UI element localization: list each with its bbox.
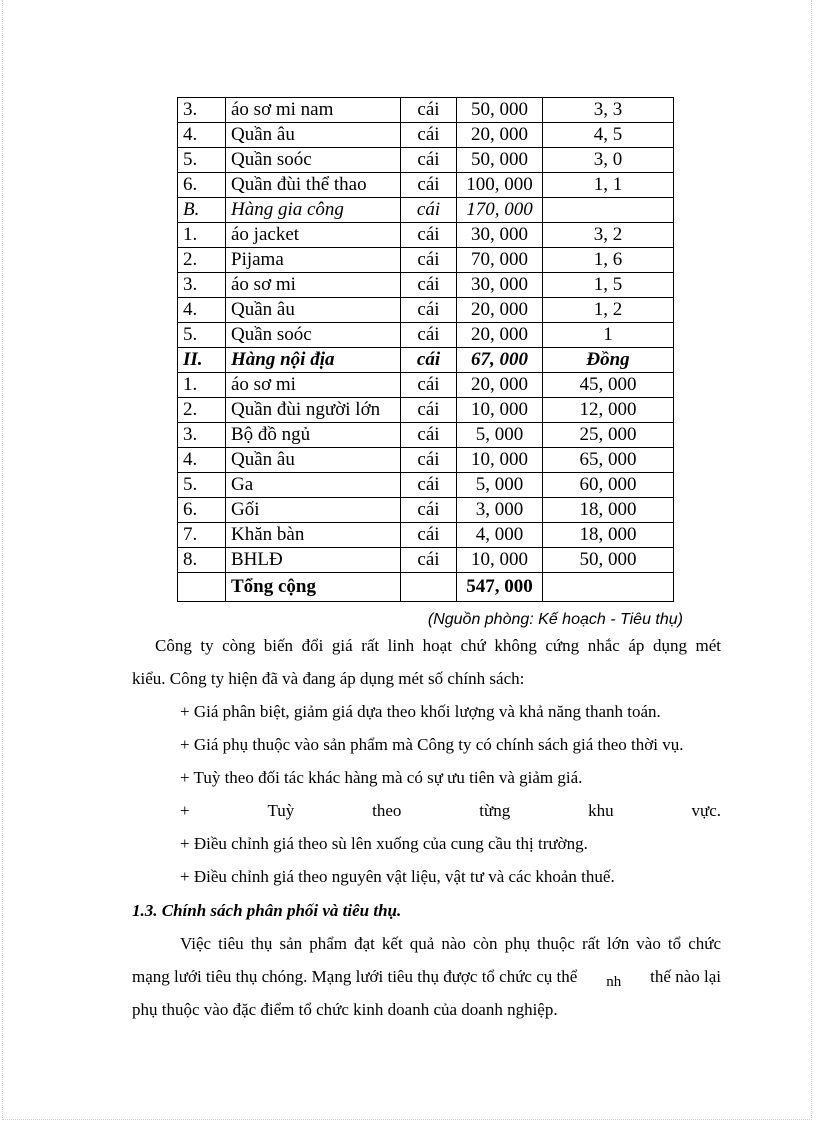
cell-unit: cái (401, 198, 457, 223)
cell-qty: 10, 000 (457, 448, 543, 473)
cell-no: 2. (178, 248, 226, 273)
cell-name: Khăn bàn (226, 523, 401, 548)
paragraph-line: phụ thuộc vào đặc điểm tổ chức kinh doanh của doanh nghiệp. (132, 1000, 558, 1019)
cell-value: 18, 000 (543, 523, 674, 548)
cell-value: 3, 2 (543, 223, 674, 248)
paragraph-line: kiểu. Công ty hiện đã và đang áp dụng mét số chính sách: (132, 669, 525, 688)
cell-value: 1, 1 (543, 173, 674, 198)
table-row (178, 98, 674, 123)
bullet-word: từng (479, 801, 511, 820)
cell-value: 50, 000 (543, 548, 674, 573)
cell-qty: 4, 000 (457, 523, 543, 548)
table-row (178, 273, 674, 298)
cell-value: 1, 2 (543, 298, 674, 323)
cell-qty: 5, 000 (457, 423, 543, 448)
paragraph-line: Việc tiêu thụ sản phẩm đạt kết quả nào còn phụ thuộc rất lớn vào tổ chức (180, 934, 721, 953)
table-row (178, 448, 674, 473)
cell-value (543, 573, 674, 602)
cell-unit: cái (401, 223, 457, 248)
table-row (178, 173, 674, 198)
cell-no: 5. (178, 473, 226, 498)
cell-unit: cái (401, 248, 457, 273)
paragraph-line: Công ty còng biến đổi giá rất linh hoạt chứ không cứng nhắc áp dụng mét (155, 636, 721, 655)
cell-unit: cái (401, 273, 457, 298)
cell-unit (401, 573, 457, 602)
cell-no: 1. (178, 223, 226, 248)
bullet-word: + (180, 801, 190, 820)
table-row (178, 373, 674, 398)
cell-qty: 10, 000 (457, 398, 543, 423)
cell-name: Hàng nội địa (226, 348, 401, 373)
cell-value: 25, 000 (543, 423, 674, 448)
table-row (178, 198, 674, 223)
cell-qty: 30, 000 (457, 273, 543, 298)
bullet-item: + Điều chỉnh giá theo nguyên vật liệu, vật tư và các khoản thuế. (180, 867, 615, 886)
cell-name: Gối (226, 498, 401, 523)
cell-name: Hàng gia công (226, 198, 401, 223)
cell-no: 7. (178, 523, 226, 548)
table-row (178, 473, 674, 498)
cell-value: 1, 6 (543, 248, 674, 273)
cell-unit: cái (401, 323, 457, 348)
cell-no: 2. (178, 398, 226, 423)
cell-name: Tổng cộng (226, 573, 401, 602)
cell-no: 6. (178, 498, 226, 523)
bullet-word: Tuỳ (267, 801, 295, 820)
cell-name: áo jacket (226, 223, 401, 248)
cell-unit: cái (401, 448, 457, 473)
cell-name: BHLĐ (226, 548, 401, 573)
cell-unit: cái (401, 373, 457, 398)
table-source-note: (Nguồn phòng: Kế hoạch - Tiêu thụ) (427, 611, 683, 628)
cell-unit: cái (401, 498, 457, 523)
cell-qty: 50, 000 (457, 148, 543, 173)
bullet-item: + Giá phụ thuộc vào sản phẩm mà Công ty có chính sách giá theo thời vụ. (180, 735, 684, 754)
cell-qty: 170, 000 (457, 198, 543, 223)
table-row (178, 523, 674, 548)
cell-value: 1, 5 (543, 273, 674, 298)
cell-name: áo sơ mi (226, 273, 401, 298)
cell-name: Quần âu (226, 298, 401, 323)
table-row (178, 223, 674, 248)
cell-unit: cái (401, 473, 457, 498)
paragraph-subscript: nh (606, 974, 622, 990)
cell-unit: cái (401, 123, 457, 148)
table-row (178, 323, 674, 348)
cell-qty: 70, 000 (457, 248, 543, 273)
cell-unit: cái (401, 148, 457, 173)
cell-qty: 30, 000 (457, 223, 543, 248)
cell-unit: cái (401, 173, 457, 198)
cell-unit: cái (401, 398, 457, 423)
cell-unit: cái (401, 298, 457, 323)
table-row (178, 298, 674, 323)
table-row (178, 548, 674, 573)
bullet-item: + Giá phân biệt, giảm giá dựa theo khối lượng và khả năng thanh toán. (180, 702, 661, 721)
cell-value (543, 198, 674, 223)
cell-no: 6. (178, 173, 226, 198)
table-row (178, 248, 674, 273)
cell-unit: cái (401, 348, 457, 373)
cell-value: 60, 000 (543, 473, 674, 498)
cell-value: 3, 3 (543, 98, 674, 123)
cell-no (178, 573, 226, 602)
cell-no: 4. (178, 448, 226, 473)
cell-unit: cái (401, 548, 457, 573)
section-heading: 1.3. Chính sách phân phối và tiêu thụ. (132, 901, 402, 920)
cell-qty: 20, 000 (457, 123, 543, 148)
cell-no: B. (178, 198, 226, 223)
cell-no: 4. (178, 298, 226, 323)
table-row (178, 148, 674, 173)
cell-no: 8. (178, 548, 226, 573)
cell-value: 45, 000 (543, 373, 674, 398)
cell-no: 5. (178, 148, 226, 173)
cell-name: Bộ đồ ngủ (226, 423, 401, 448)
cell-no: 4. (178, 123, 226, 148)
cell-name: Quần đùi thể thao (226, 173, 401, 198)
cell-value: Đồng (543, 348, 674, 373)
cell-value: 65, 000 (543, 448, 674, 473)
bullet-item: + Tuỳ theo đối tác khác hàng mà có sự ưu tiên và giảm giá. (180, 768, 583, 787)
cell-unit: cái (401, 423, 457, 448)
cell-qty: 20, 000 (457, 323, 543, 348)
cell-qty: 10, 000 (457, 548, 543, 573)
cell-value: 4, 5 (543, 123, 674, 148)
cell-qty: 100, 000 (457, 173, 543, 198)
cell-no: 1. (178, 373, 226, 398)
table-row (178, 348, 674, 373)
table-row (178, 398, 674, 423)
cell-qty: 547, 000 (457, 573, 543, 602)
cell-unit: cái (401, 98, 457, 123)
cell-name: áo sơ mi nam (226, 98, 401, 123)
cell-name: áo sơ mi (226, 373, 401, 398)
products-table (177, 97, 674, 602)
cell-no: 3. (178, 273, 226, 298)
table-row (178, 123, 674, 148)
cell-no: II. (178, 348, 226, 373)
cell-no: 3. (178, 98, 226, 123)
paragraph-text: mạng lưới tiêu thụ chóng. Mạng lưới tiêu thụ được tổ chức cụ thể (132, 967, 578, 986)
cell-no: 5. (178, 323, 226, 348)
cell-unit: cái (401, 523, 457, 548)
paragraph-text: thế nào lại (650, 967, 721, 986)
cell-qty: 20, 000 (457, 298, 543, 323)
cell-qty: 67, 000 (457, 348, 543, 373)
cell-qty: 3, 000 (457, 498, 543, 523)
table-row (178, 498, 674, 523)
cell-name: Pijama (226, 248, 401, 273)
cell-qty: 20, 000 (457, 373, 543, 398)
cell-name: Quần âu (226, 123, 401, 148)
paragraph-line (132, 967, 721, 988)
cell-name: Quần soóc (226, 323, 401, 348)
bullet-word: theo (372, 801, 402, 820)
cell-value: 18, 000 (543, 498, 674, 523)
bullet-item-spread (180, 801, 721, 821)
bullet-item: + Điều chỉnh giá theo sù lên xuống của cung cầu thị trường. (180, 834, 588, 853)
cell-name: Quần âu (226, 448, 401, 473)
cell-value: 12, 000 (543, 398, 674, 423)
cell-value: 3, 0 (543, 148, 674, 173)
cell-no: 3. (178, 423, 226, 448)
cell-name: Quần soóc (226, 148, 401, 173)
cell-name: Ga (226, 473, 401, 498)
table-row (178, 423, 674, 448)
table-row (178, 573, 674, 602)
cell-qty: 50, 000 (457, 98, 543, 123)
cell-value: 1 (543, 323, 674, 348)
products-table-body (178, 98, 674, 602)
cell-name: Quần đùi người lớn (226, 398, 401, 423)
bullet-word: khu (588, 801, 614, 820)
cell-qty: 5, 000 (457, 473, 543, 498)
bullet-word: vực. (691, 801, 721, 820)
